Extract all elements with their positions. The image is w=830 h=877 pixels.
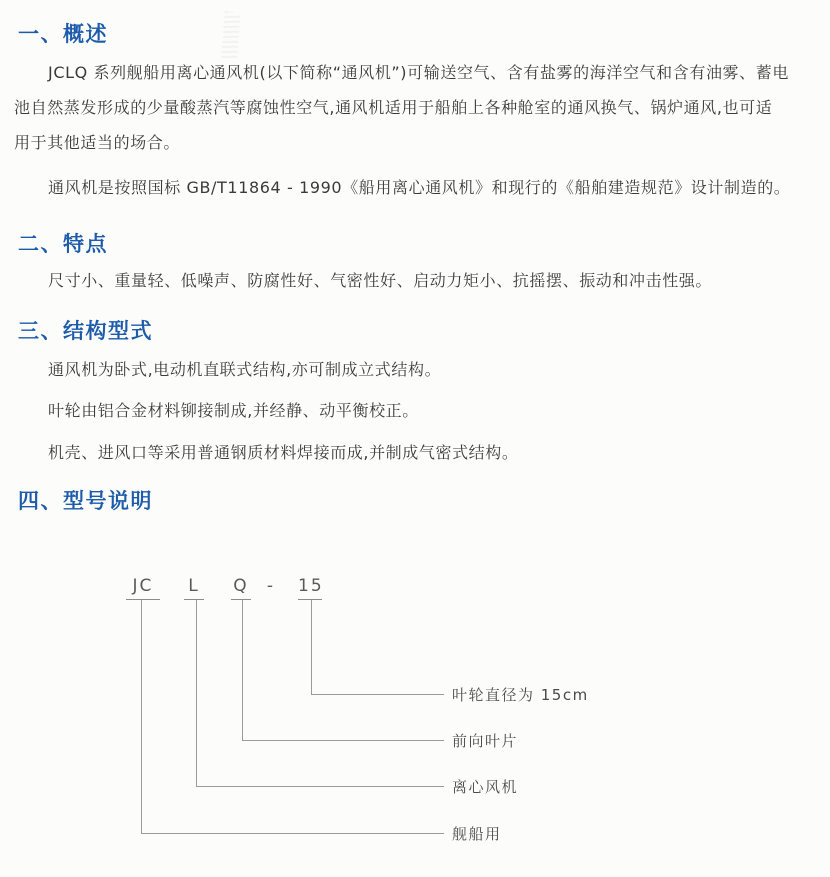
overview-paragraph1-line2: 池自然蒸发形成的少量酸蒸汽等腐蚀性空气,通风机适用于船舶上各种舱室的通风换气、锅炉通风,也可适 bbox=[14, 98, 773, 117]
connector-line-marine-use bbox=[141, 600, 444, 834]
overview-paragraph2: 通风机是按照国标 GB/T11864 - 1990《船用离心通风机》和现行的《船舶建造规范》设计制造的。 bbox=[48, 178, 791, 197]
model-label-marine-use: 舰船用 bbox=[452, 825, 502, 843]
structure-line2: 叶轮由铝合金材料铆接制成,并经静、动平衡校正。 bbox=[48, 401, 419, 420]
model-code-part-l: L bbox=[184, 576, 204, 600]
overview-paragraph1-line1: JCLQ 系列舰船用离心通风机(以下简称“通风机”)可输送空气、含有盐雾的海洋空气和含有油雾、蓄电 bbox=[48, 63, 789, 82]
section-heading-model: 四、型号说明 bbox=[18, 489, 153, 513]
model-code-part-jc: JC bbox=[126, 576, 160, 600]
structure-line3: 机壳、进风口等采用普通钢质材料焊接而成,并制成气密式结构。 bbox=[48, 443, 519, 462]
section-heading-features: 二、特点 bbox=[18, 232, 108, 256]
section-heading-structure: 三、结构型式 bbox=[18, 319, 153, 343]
model-label-forward-blade: 前向叶片 bbox=[452, 732, 519, 750]
model-label-impeller-diameter: 叶轮直径为 15cm bbox=[452, 686, 589, 704]
features-text: 尺寸小、重量轻、低噪声、防腐性好、气密性好、启动力矩小、抗摇摆、振动和冲击性强。 bbox=[48, 271, 713, 290]
structure-line1: 通风机为卧式,电动机直联式结构,亦可制成立式结构。 bbox=[48, 360, 442, 379]
overview-paragraph1-line3: 用于其他适当的场合。 bbox=[14, 133, 181, 152]
model-label-centrifugal-fan: 离心风机 bbox=[452, 778, 519, 796]
scan-smudge-artifact bbox=[221, 11, 240, 58]
section-heading-overview: 一、概述 bbox=[18, 22, 108, 46]
model-code-dash: - bbox=[266, 576, 276, 596]
model-code-part-q: Q bbox=[231, 576, 251, 600]
model-code-part-15: 15 bbox=[298, 576, 322, 600]
